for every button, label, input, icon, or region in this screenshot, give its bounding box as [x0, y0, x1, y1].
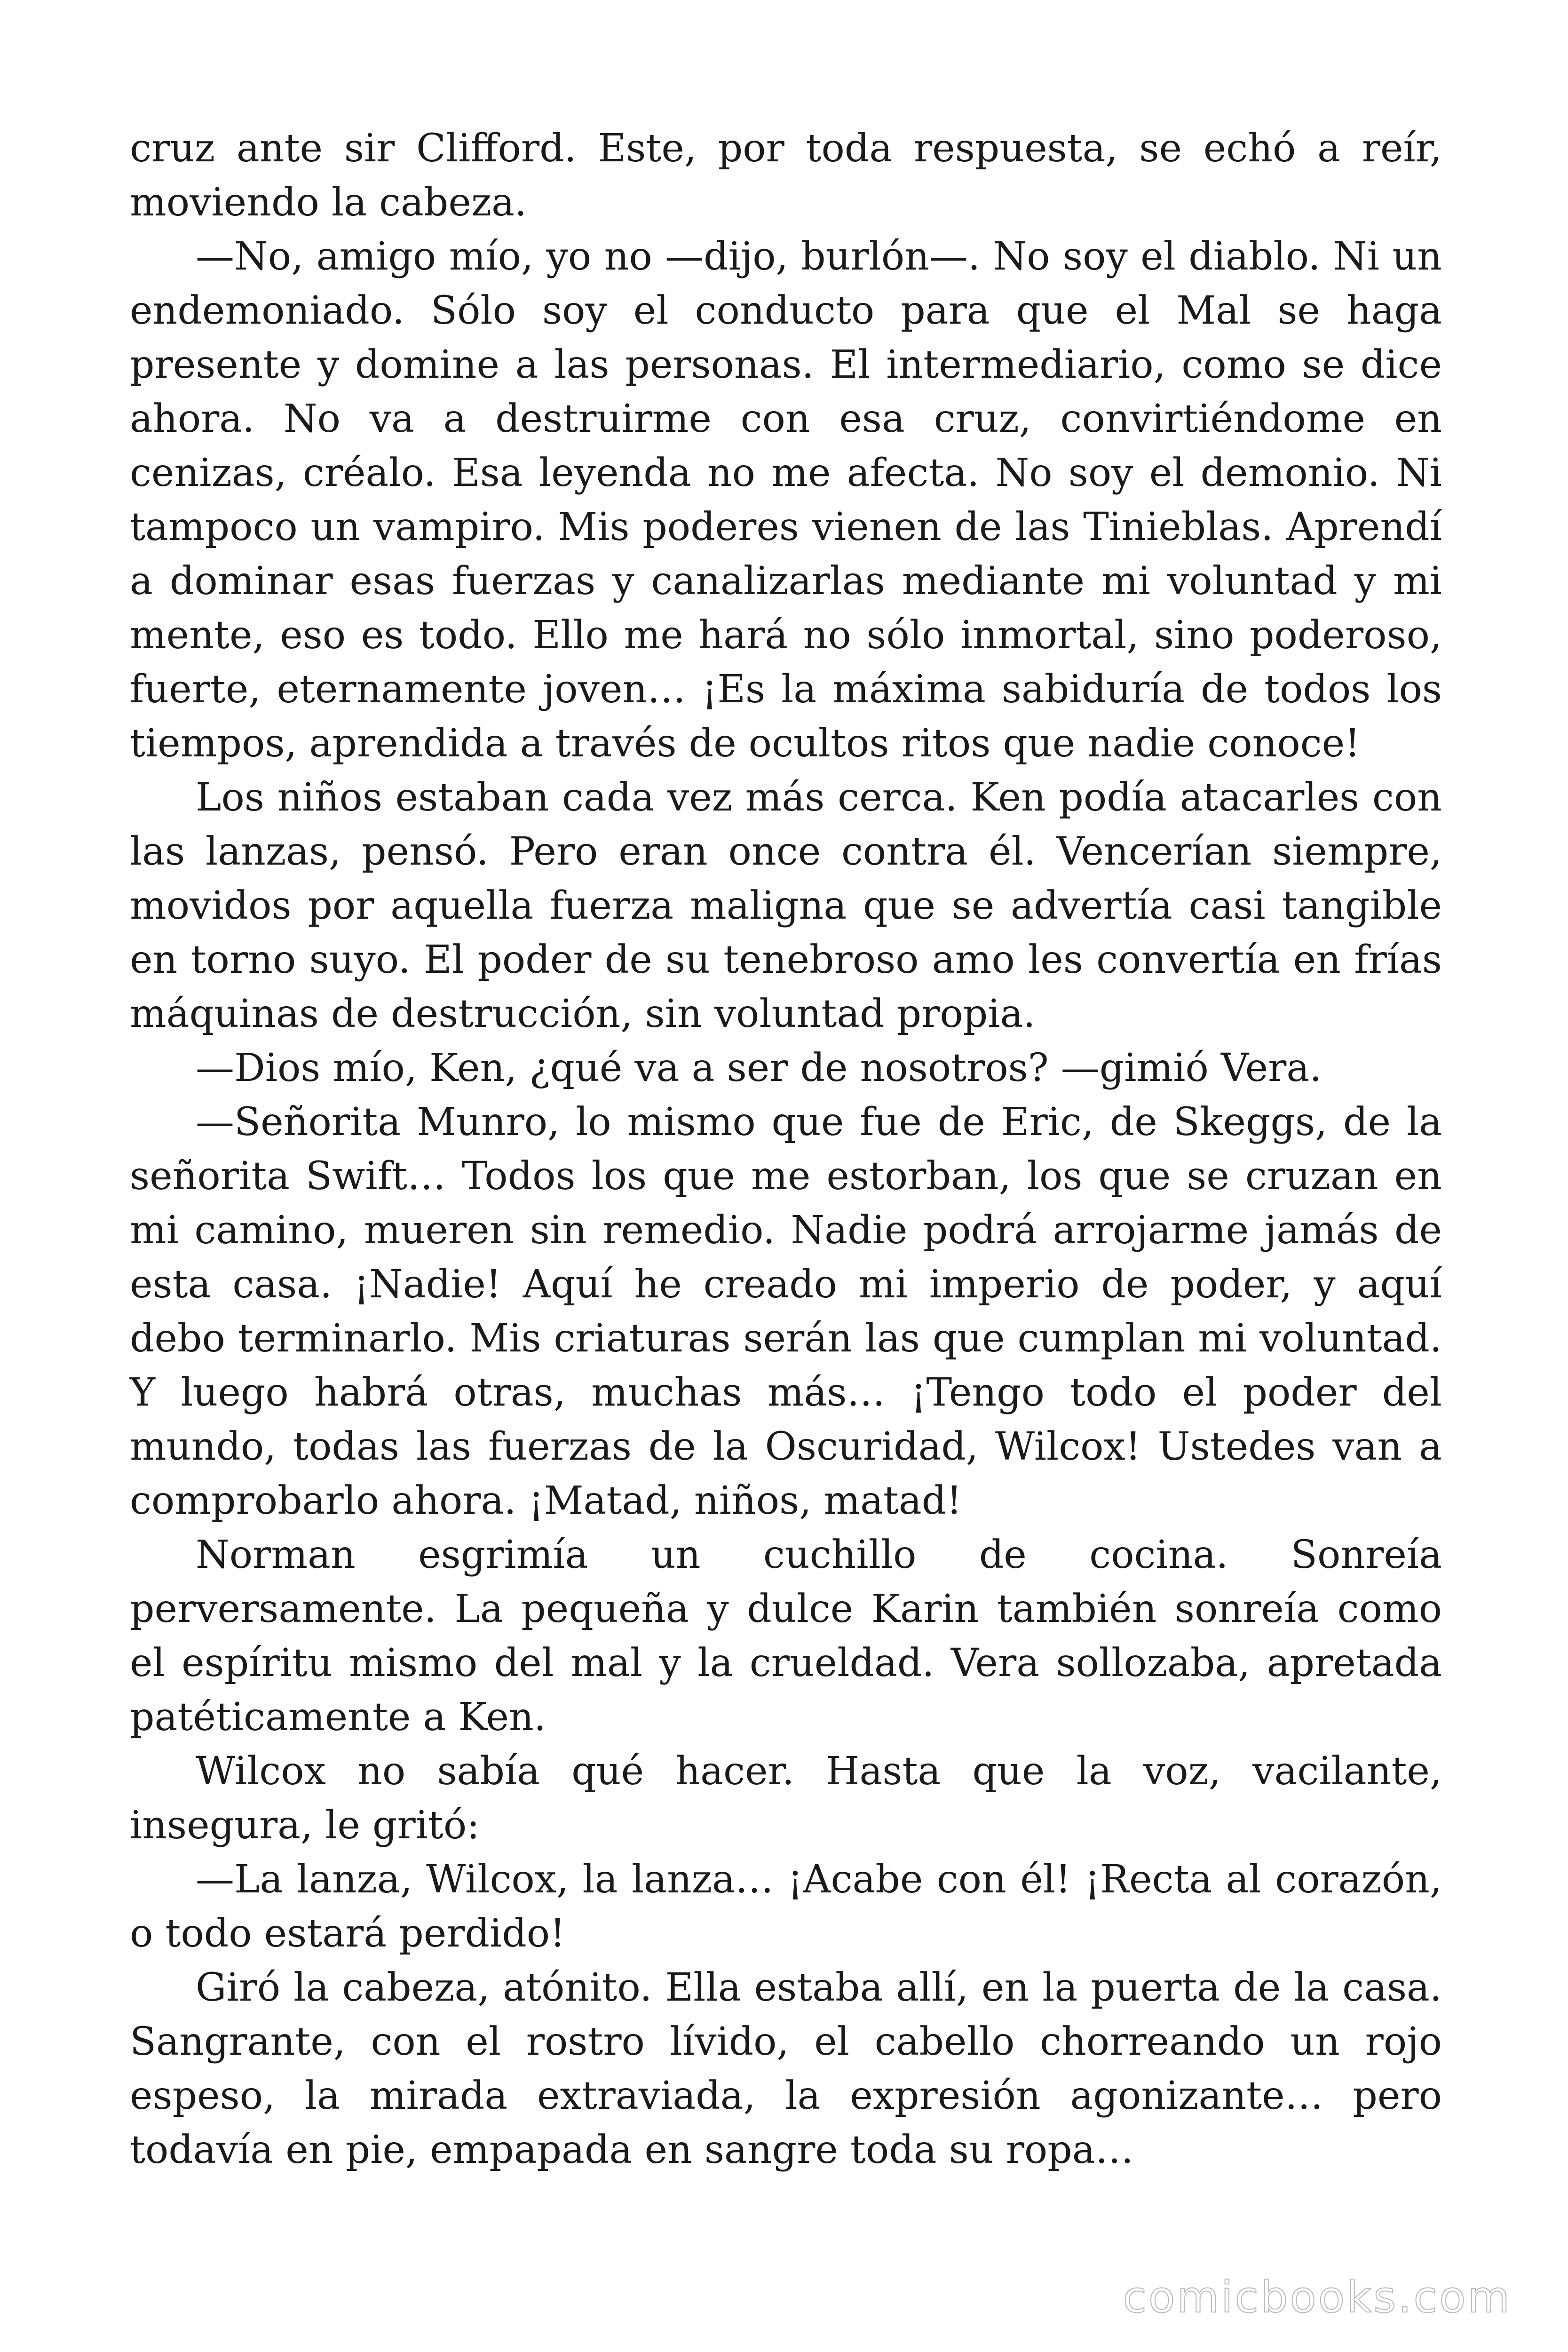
paragraph-9: Giró la cabeza, atónito. Ella estaba allí, en la puerta de la casa. Sangrante, con el rostro lívido, el cabello chorreando un rojo espeso, la mirada extraviada, la expresión agonizante… pero todavía en pie, empapada en sangre toda su ropa… — [130, 1965, 1442, 2172]
paragraph-8: —La lanza, Wilcox, la lanza… ¡Acabe con él! ¡Recta al corazón, o todo estará perdido! — [130, 1857, 1442, 1956]
watermark-text: comicbooks.com — [1123, 2272, 1512, 2322]
paragraph-7: Wilcox no sabía qué hacer. Hasta que la voz, vacilante, insegura, le gritó: — [130, 1749, 1442, 1848]
paragraph-1: cruz ante sir Clifford. Este, por toda respuesta, se echó a reír, moviendo la cabeza. — [130, 126, 1442, 225]
paragraph-3: Los niños estaban cada vez más cerca. Ken podía atacarles con las lanzas, pensó. Pero eran once contra él. Vencerían siempre, movidos por aquella fuerza maligna que se advertía casi tangible en torno suyo. El poder de su tenebroso amo les convertía en frías máquinas de destrucción, sin voluntad propia. — [130, 775, 1442, 1036]
paragraph-6: Norman esgrimía un cuchillo de cocina. Sonreía perversamente. La pequeña y dulce Karin también sonreía como el espíritu mismo del mal y la crueldad. Vera sollozaba, apretada patéticamente a Ken. — [130, 1533, 1442, 1740]
paragraph-2: —No, amigo mío, yo no —dijo, burlón—. No soy el diablo. Ni un endemoniado. Sólo soy el conducto para que el Mal se haga presente y domine a las personas. El intermediario, como se dice ahora. No va a destruirme con esa cruz, convirtiéndome en cenizas, créalo. Esa leyenda no me afecta. No soy el demonio. Ni tampoco un vampiro. Mis poderes vienen de las Tinieblas. Aprendí a dominar esas fuerzas y canalizarlas mediante mi voluntad y mi mente, eso es todo. Ello me hará no sólo inmortal, sino poderoso, fuerte, eternamente joven… ¡Es la máxima sabiduría de todos los tiempos, aprendida a través de ocultos ritos que nadie conoce! — [130, 234, 1442, 766]
paragraph-4: —Dios mío, Ken, ¿qué va a ser de nosotros? —gimió Vera. — [196, 1046, 1322, 1090]
page-body-text — [130, 121, 1442, 2177]
paragraph-5: —Señorita Munro, lo mismo que fue de Eric, de Skeggs, de la señorita Swift… Todos los que me estorban, los que se cruzan en mi camino, mueren sin remedio. Nadie podrá arrojarme jamás de esta casa. ¡Nadie! Aquí he creado mi imperio de poder, y aquí debo terminarlo. Mis criaturas serán las que cumplan mi voluntad. Y luego habrá otras, muchas más… ¡Tengo todo el poder del mundo, todas las fuerzas de la Oscuridad, Wilcox! Ustedes van a comprobarlo ahora. ¡Matad, niños, matad! — [130, 1100, 1442, 1523]
